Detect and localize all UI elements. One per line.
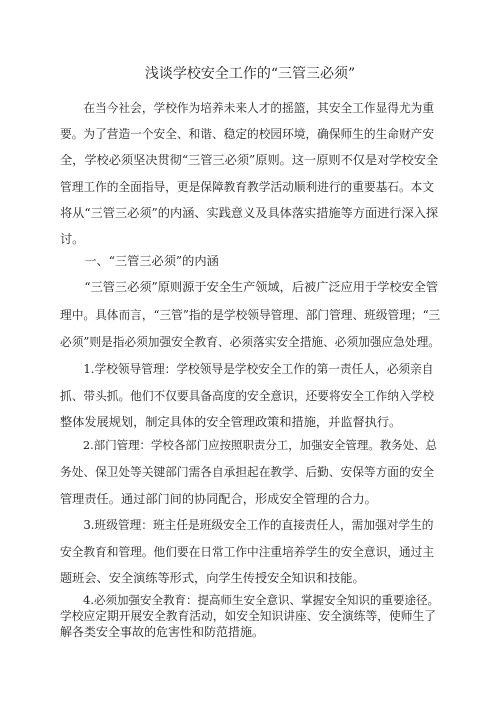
item-line: 1.学校领导管理：学校领导是学校安全工作的第一责任人，必须亲自	[60, 362, 434, 376]
item-line: 题班会、安全演练等形式，向学生传授安全知识和技能。	[60, 571, 365, 585]
section-heading-text: 一、“三管三必须”的内涵	[60, 254, 219, 268]
item-line: 3.班级管理：班主任是班级安全工作的直接责任人，需加强对学生的	[60, 518, 434, 532]
intro-line: 在当今社会，学校作为培养未来人才的摇篮，其安全工作显得尤为重	[60, 101, 435, 115]
item-safety-education	[60, 592, 440, 640]
definition-line: “三管三必须”原则源于安全生产领域，后被广泛应用于学校安全管	[60, 280, 439, 294]
intro-line: 全，学校必须坚决贯彻“三管三必须”原则。这一原则不仅是对学校安全	[60, 153, 439, 168]
intro-paragraph	[60, 95, 440, 252]
item-line: 整体发展规划，制定具体的安全管理政策和措施，并监督执行。	[60, 415, 402, 429]
item-line: 务处、保卫处等关键部门需各自承担起在教学、后勤、安保等方面的安全	[60, 465, 435, 479]
intro-line: 要。为了营造一个安全、和谐、稳定的校园环境，确保师生的生命财产安	[60, 127, 435, 142]
intro-line: 将从“三管三必须”的内涵、实践意义及具体落实措施等方面进行深入探	[60, 205, 439, 220]
section-heading	[60, 248, 440, 274]
item-line: 抓、带头抓。他们不仅要具备高度的安全意识，还要将安全工作纳入学校	[60, 388, 435, 403]
definition-line: 理中。具体而言，“三管”指的是学校领导管理、部门管理、班级管理；“三	[60, 307, 441, 322]
item-school-leadership	[60, 356, 440, 436]
item-class-management	[60, 512, 440, 592]
item-department-management	[60, 432, 440, 513]
intro-line: 讨。	[60, 231, 85, 246]
document-title: 浅谈学校安全工作的“三管三必须”	[144, 66, 356, 82]
item-line: 解各类安全事故的危害性和防范措施。	[60, 625, 265, 639]
item-line: 2.部门管理：学校各部门应按照职责分工，加强安全管理。教务处、总	[60, 438, 437, 452]
item-line: 管理责任。通过部门间的协同配合，形成安全管理的合力。	[60, 492, 377, 506]
item-line: 学校应定期开展安全教育活动，如安全知识讲座、安全演练等，使师生了	[60, 609, 436, 623]
definition-paragraph	[60, 274, 440, 357]
intro-line: 管理工作的全面指导，更是保障教育教学活动顺利进行的重要基石。本文	[60, 179, 435, 194]
item-line: 安全教育和管理。他们要在日常工作中注重培养学生的安全意识，通过主	[60, 544, 435, 559]
definition-line: 必须”则是指必须加强安全教育、必须落实安全措施、必须加强应急处理。	[60, 335, 440, 349]
item-line: 4.必须加强安全教育：提高师生安全意识、掌握安全知识的重要途径。	[60, 593, 439, 607]
